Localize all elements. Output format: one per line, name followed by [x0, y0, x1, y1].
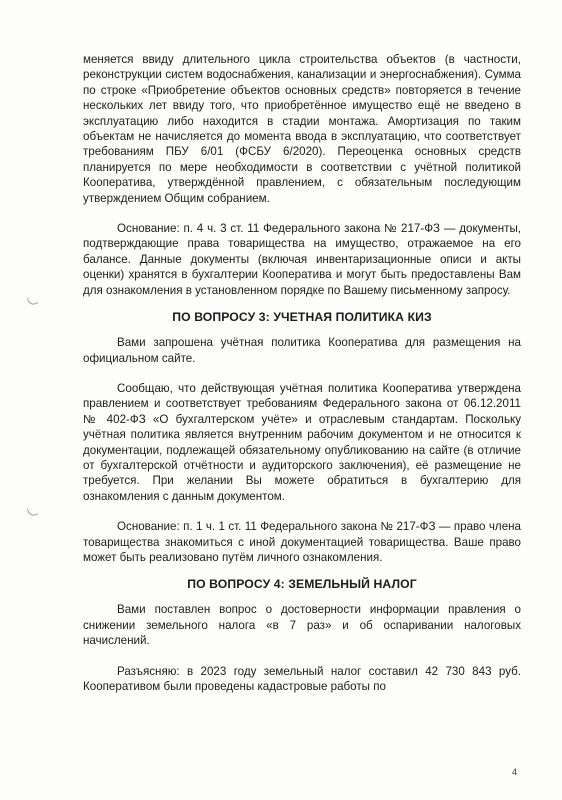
section-heading-question-4: ПО ВОПРОСУ 4: ЗЕМЕЛЬНЫЙ НАЛОГ	[187, 577, 417, 592]
binding-hole-mark	[27, 506, 39, 518]
page-content	[83, 52, 521, 694]
paragraph-basis-policy: Основание: п. 1 ч. 1 ст. 11 Федерального закона № 217-ФЗ — право члена товарищества знакомиться с иной документацией товарищества. Ваше право может быть реализовано путём личного ознакомления.	[83, 520, 521, 564]
section-heading-question-3: ПО ВОПРОСУ 3: УЧЕТНАЯ ПОЛИТИКА КИЗ	[172, 310, 432, 325]
page-number: 4	[512, 767, 518, 777]
paragraph-fixed-assets: меняется ввиду длительного цикла строительства объектов (в частности, реконструкции систем водоснабжения, канализации и энергоснабжения). Сумма по строке «Приобретение объектов основных средств» повторяется в течение нескольких лет ввиду того, что приобретённое имущество ещё не введено в эксплуатацию либо находится в стадии монтажа. Амортизация по таким объектам не начисляется до момента ввода в эксплуатацию, что соответствует требованиям ПБУ 6/01 (ФСБУ 6/2020). Переоценка основных средств планируется по мере необходимости в соответствии с учётной политикой Кооператива, утверждённой правлением, с обязательным последующим утверждением Общим собранием.	[83, 53, 521, 205]
paragraph-request-policy: Вами запрошена учётная политика Кооператива для размещения на официальном сайте.	[83, 336, 521, 365]
binding-hole-mark	[27, 295, 39, 307]
paragraph-basis-assets: Основание: п. 4 ч. 3 ст. 11 Федерального закона № 217-ФЗ — документы, подтверждающие права товарищества на имущество, отражаемое на его балансе. Данные документы (включая инвентаризационные описи и акты оценки) хранятся в бухгалтерии Кооператива и могут быть предоставлены Вам для ознакомления в установленном порядке по Вашему письменному запросу.	[83, 222, 521, 297]
paragraph-land-tax-answer: Разъясняю: в 2023 году земельный налог составил 42 730 843 руб. Кооперативом были проведены кадастровые работы по	[83, 664, 521, 693]
paragraph-land-tax-question: Вами поставлен вопрос о достоверности информации правления о снижении земельного налога «в 7 раз» и об оспаривании налоговых начислений.	[83, 603, 521, 648]
paragraph-policy-answer: Сообщаю, что действующая учётная политика Кооператива утверждена правлением и соответствует требованиям Федерального закона от 06.12.2011 № 402-ФЗ «О бухгалтерском учёте» и отраслевым стандартам. Поскольку учётная политика является внутренним рабочим документом и не относится к документации, подлежащей обязательному опубликованию на сайте (в отличие от бухгалтерской отчётности и аудиторского заключения), её размещение не требуется. При желании Вы можете обратиться в бухгалтерию для ознакомления с данным документом.	[83, 381, 521, 503]
